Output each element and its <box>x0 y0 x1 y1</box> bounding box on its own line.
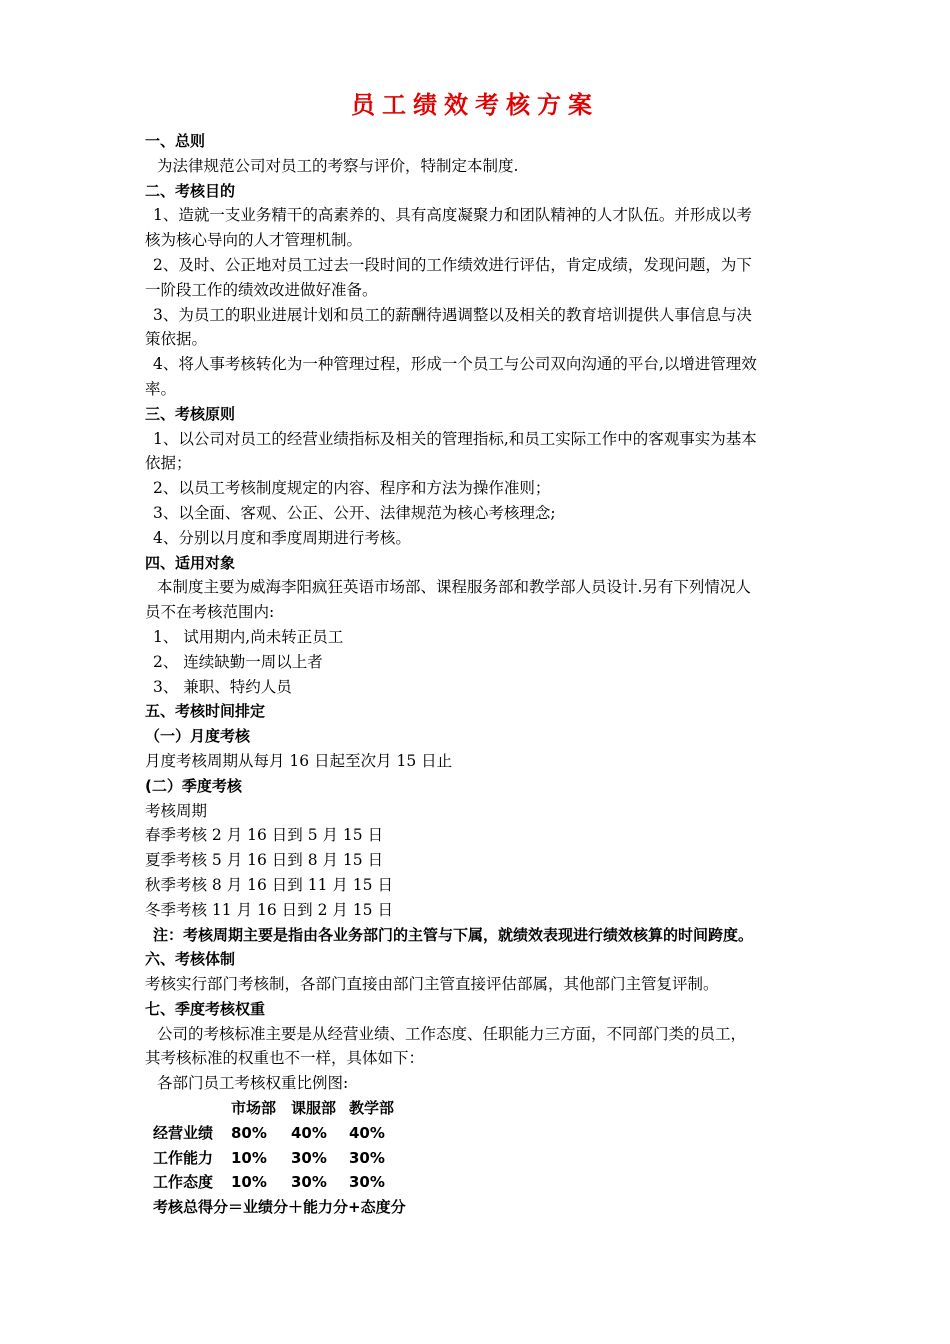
section-heading-system: 六、考核体制 <box>145 950 236 969</box>
list-item-line: 4、将人事考核转化为一种管理过程，形成一个员工与公司双向沟通的平台,以增进管理效 <box>153 355 757 374</box>
section-heading-weights: 七、季度考核权重 <box>145 999 266 1018</box>
table-cell: 30% <box>349 1148 385 1167</box>
period-spring: 春季考核 2 月 16 日到 5 月 15 日 <box>145 826 384 845</box>
list-item-line: 2、及时、公正地对员工过去一段时间的工作绩效进行评估，肯定成绩，发现问题，为下 <box>153 255 752 274</box>
list-item-line: 3、为员工的职业进展计划和员工的薪酬待遇调整以及相关的教育培训提供人事信息与决 <box>153 305 752 324</box>
subheading-monthly: （一）月度考核 <box>145 727 251 746</box>
table-row <box>145 1121 813 1146</box>
period-winter: 冬季考核 11 月 16 日到 2 月 15 日 <box>145 900 393 919</box>
table-cell: 工作态度 <box>153 1173 214 1192</box>
table-cell: 30% <box>291 1173 327 1192</box>
table-row <box>145 1170 813 1195</box>
list-item-line: 依据； <box>145 454 192 473</box>
table-header-cell: 课服部 <box>291 1099 337 1118</box>
subheading-quarterly: (二）季度考核 <box>145 776 242 795</box>
section-heading-schedule: 五、考核时间排定 <box>145 702 266 721</box>
list-item: 1、 试用期内,尚未转正员工 <box>153 627 344 646</box>
paragraph-line: 其考核标准的权重也不一样，具体如下： <box>145 1049 425 1068</box>
list-item-line: 1、造就一支业务精干的高素养的、具有高度凝聚力和团队精神的人才队伍。并形成以考 <box>153 206 752 225</box>
section-heading-purpose: 二、考核目的 <box>145 181 236 200</box>
section-heading-general: 一、总则 <box>145 132 206 150</box>
list-item-line: 核为核心导向的人才管理机制。 <box>145 231 363 250</box>
list-item-line: 1、以公司对员工的经营业绩指标及相关的管理指标,和员工实际工作中的客观事实为基本 <box>153 429 757 448</box>
period-label: 考核周期 <box>145 801 208 820</box>
chart-caption: 各部门员工考核权重比例图: <box>157 1074 349 1093</box>
section-heading-principles: 三、考核原则 <box>145 404 236 423</box>
score-formula: 考核总得分＝业绩分＋能力分+态度分 <box>153 1198 406 1217</box>
table-header-cell: 市场部 <box>231 1099 277 1118</box>
table-cell: 40% <box>349 1123 385 1142</box>
list-item: 2、 连续缺勤一周以上者 <box>153 652 323 671</box>
note: 注：考核周期主要是指由各业务部门的主管与下属，就绩效表现进行绩效核算的时间跨度。 <box>153 925 754 944</box>
document-title: 员工绩效考核方案 <box>351 91 599 119</box>
list-item-line: 率。 <box>145 379 177 398</box>
paragraph: 为法律规范公司对员工的考察与评价，特制定本制度. <box>157 156 519 175</box>
weights-table <box>145 1096 813 1195</box>
list-item: 2、以员工考核制度规定的内容、程序和方法为操作准则； <box>153 479 551 498</box>
table-cell: 经营业绩 <box>153 1123 214 1142</box>
document-body <box>145 129 813 1220</box>
table-row <box>145 1146 813 1171</box>
paragraph-line: 员不在考核范围内: <box>145 603 275 622</box>
table-cell: 80% <box>231 1123 267 1142</box>
table-header-row <box>145 1096 813 1121</box>
table-cell: 40% <box>291 1123 327 1142</box>
table-cell: 30% <box>291 1148 327 1167</box>
list-item-line: 策依据。 <box>145 330 208 349</box>
table-cell: 10% <box>231 1148 267 1167</box>
paragraph: 月度考核周期从每月 16 日起至次月 15 日止 <box>145 751 453 770</box>
paragraph-line: 本制度主要为威海李阳疯狂英语市场部、课程服务部和教学部人员设计.另有下列情况人 <box>157 578 751 597</box>
list-item: 4、分别以月度和季度周期进行考核。 <box>153 528 411 547</box>
table-cell: 工作能力 <box>153 1148 214 1167</box>
list-item: 3、以全面、客观、公正、公开、法律规范为核心考核理念; <box>153 503 556 522</box>
list-item: 3、 兼职、特约人员 <box>153 677 292 696</box>
table-header-cell: 教学部 <box>349 1099 395 1118</box>
table-cell: 30% <box>349 1173 385 1192</box>
paragraph: 考核实行部门考核制，各部门直接由部门主管直接评估部属，其他部门主管复评制。 <box>145 975 719 994</box>
table-cell: 10% <box>231 1173 267 1192</box>
period-autumn: 秋季考核 8 月 16 日到 11 月 15 日 <box>145 875 393 894</box>
section-heading-scope: 四、适用对象 <box>145 553 236 572</box>
list-item-line: 一阶段工作的绩效改进做好准备。 <box>145 280 378 299</box>
paragraph-line: 公司的考核标准主要是从经营业绩、工作态度、任职能力三方面，不同部门类的员工， <box>157 1024 747 1043</box>
period-summer: 夏季考核 5 月 16 日到 8 月 15 日 <box>145 851 384 870</box>
